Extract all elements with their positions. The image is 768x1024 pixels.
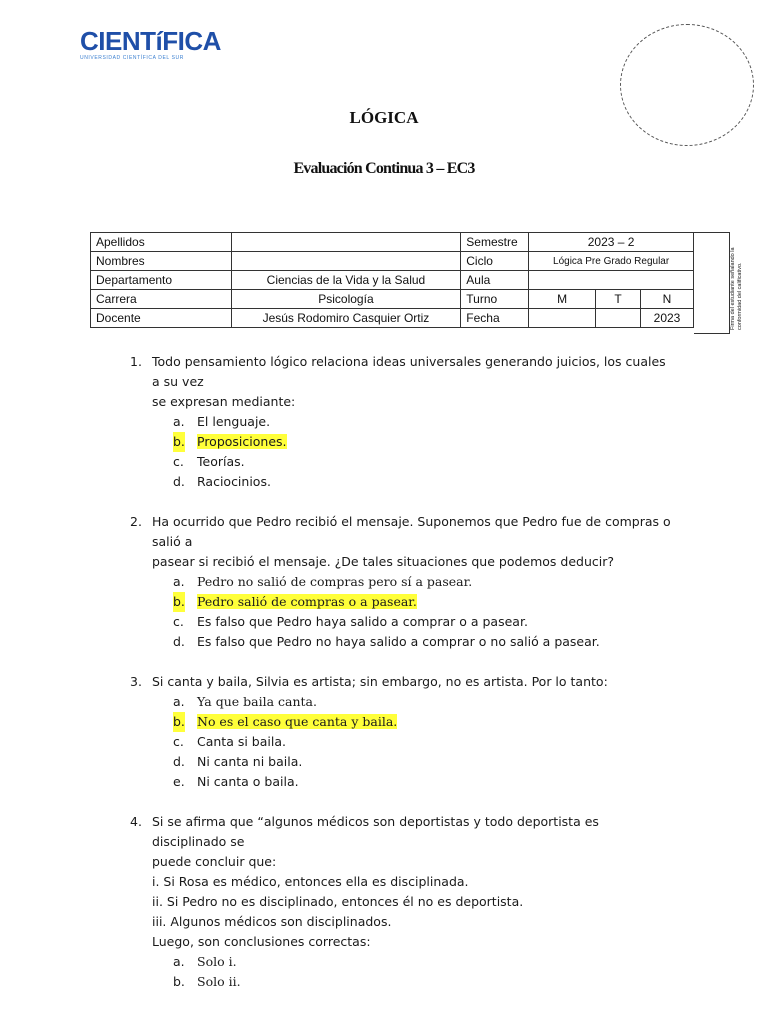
option-b-highlighted[interactable]: b. Pedro salió de compras o a pasear. <box>0 592 768 612</box>
option-b-highlighted[interactable]: b. No es el caso que canta y baila. <box>0 712 768 732</box>
question-1 <box>0 352 768 492</box>
question-text: 2. Ha ocurrido que Pedro recibió el mensaje. Suponemos que Pedro fue de compras o salió a <box>130 514 671 549</box>
statement-ii: ii. Si Pedro no es disciplinado, entonces él no es deportista. <box>152 894 524 909</box>
turno-label: Turno <box>461 290 529 309</box>
ciclo-label: Ciclo <box>461 252 529 271</box>
ciclo-value: Lógica Pre Grado Regular <box>529 252 694 271</box>
turno-m[interactable]: M <box>529 290 596 309</box>
question-text: puede concluir que: <box>152 854 277 869</box>
option-d[interactable]: d. Raciocinios. <box>173 474 271 489</box>
nombres-label: Nombres <box>91 252 232 271</box>
question-4 <box>0 812 768 992</box>
conclusion-prompt: Luego, son conclusiones correctas: <box>152 934 371 949</box>
option-b-highlighted[interactable]: b. Proposiciones. <box>0 432 768 452</box>
option-d[interactable]: d. Ni canta ni baila. <box>173 754 303 769</box>
table-row <box>91 252 694 271</box>
statement-iii: iii. Algunos médicos son disciplinados. <box>152 914 392 929</box>
option-a[interactable]: a. Ya que baila canta. <box>173 694 317 709</box>
logo-tagline: UNIVERSIDAD CIENTÍFICA DEL SUR <box>80 55 184 61</box>
question-number: 4. <box>130 814 142 829</box>
turno-n[interactable]: N <box>641 290 694 309</box>
apellidos-label: Apellidos <box>91 233 232 252</box>
option-b[interactable]: b. Solo ii. <box>173 974 241 989</box>
statement-i: i. Si Rosa es médico, entonces ella es disciplinada. <box>152 874 469 889</box>
option-d[interactable]: d. Es falso que Pedro no haya salido a comprar o no salió a pasear. <box>173 634 600 649</box>
fecha-year: 2023 <box>641 309 694 328</box>
aula-label: Aula <box>461 271 529 290</box>
fecha-label: Fecha <box>461 309 529 328</box>
nombres-field[interactable] <box>231 252 461 271</box>
question-2 <box>0 512 768 652</box>
page-subtitle: Evaluación Continua 3 – EC3 <box>293 160 475 177</box>
turno-t[interactable]: T <box>596 290 641 309</box>
docente-value: Jesús Rodomiro Casquier Ortiz <box>231 309 461 328</box>
question-3 <box>0 672 768 792</box>
docente-label: Docente <box>91 309 232 328</box>
question-number: 3. <box>130 674 142 689</box>
student-info-table <box>90 232 694 328</box>
signature-box[interactable] <box>694 232 730 334</box>
table-row <box>91 233 694 252</box>
question-text: se expresan mediante: <box>152 394 296 409</box>
option-e[interactable]: e. Ni canta o baila. <box>173 774 299 789</box>
option-c[interactable]: c. Es falso que Pedro haya salido a comprar o a pasear. <box>173 614 528 629</box>
question-number: 1. <box>130 354 142 369</box>
option-a[interactable]: a. El lenguaje. <box>173 414 271 429</box>
questions-section <box>0 352 768 1012</box>
question-text: 1. Todo pensamiento lógico relaciona ideas universales generando juicios, los cuales a su vez <box>130 354 666 389</box>
aula-field[interactable] <box>529 271 694 290</box>
departamento-value: Ciencias de la Vida y la Salud <box>231 271 461 290</box>
carrera-value: Psicología <box>231 290 461 309</box>
question-text: 3. Si canta y baila, Silvia es artista; sin embargo, no es artista. Por lo tanto: <box>0 672 672 692</box>
carrera-label: Carrera <box>91 290 232 309</box>
semestre-value: 2023 – 2 <box>529 233 694 252</box>
option-a[interactable]: a. Pedro no salió de compras pero sí a pasear. <box>173 574 473 589</box>
option-a[interactable]: a. Solo i. <box>173 954 237 969</box>
option-c[interactable]: c. Canta si baila. <box>173 734 286 749</box>
semestre-label: Semestre <box>461 233 529 252</box>
table-row <box>91 290 694 309</box>
logo-wordmark: CIENTíFICA <box>80 26 221 56</box>
table-row <box>91 271 694 290</box>
question-text: 4. Si se afirma que “algunos médicos son deportistas y todo deportista es disciplinado se <box>130 814 599 849</box>
signature-caption: Firma del estudiante señalando la conformidad del calificativo. <box>730 247 743 330</box>
table-row <box>91 309 694 328</box>
option-c[interactable]: c. Teorías. <box>173 454 245 469</box>
question-number: 2. <box>130 514 142 529</box>
university-logo <box>80 28 221 61</box>
apellidos-field[interactable] <box>231 233 461 252</box>
page-title: LÓGICA <box>349 108 419 127</box>
departamento-label: Departamento <box>91 271 232 290</box>
fecha-day-field[interactable] <box>529 309 596 328</box>
fecha-month-field[interactable] <box>596 309 641 328</box>
question-text: pasear si recibió el mensaje. ¿De tales situaciones que podemos deducir? <box>152 554 614 569</box>
